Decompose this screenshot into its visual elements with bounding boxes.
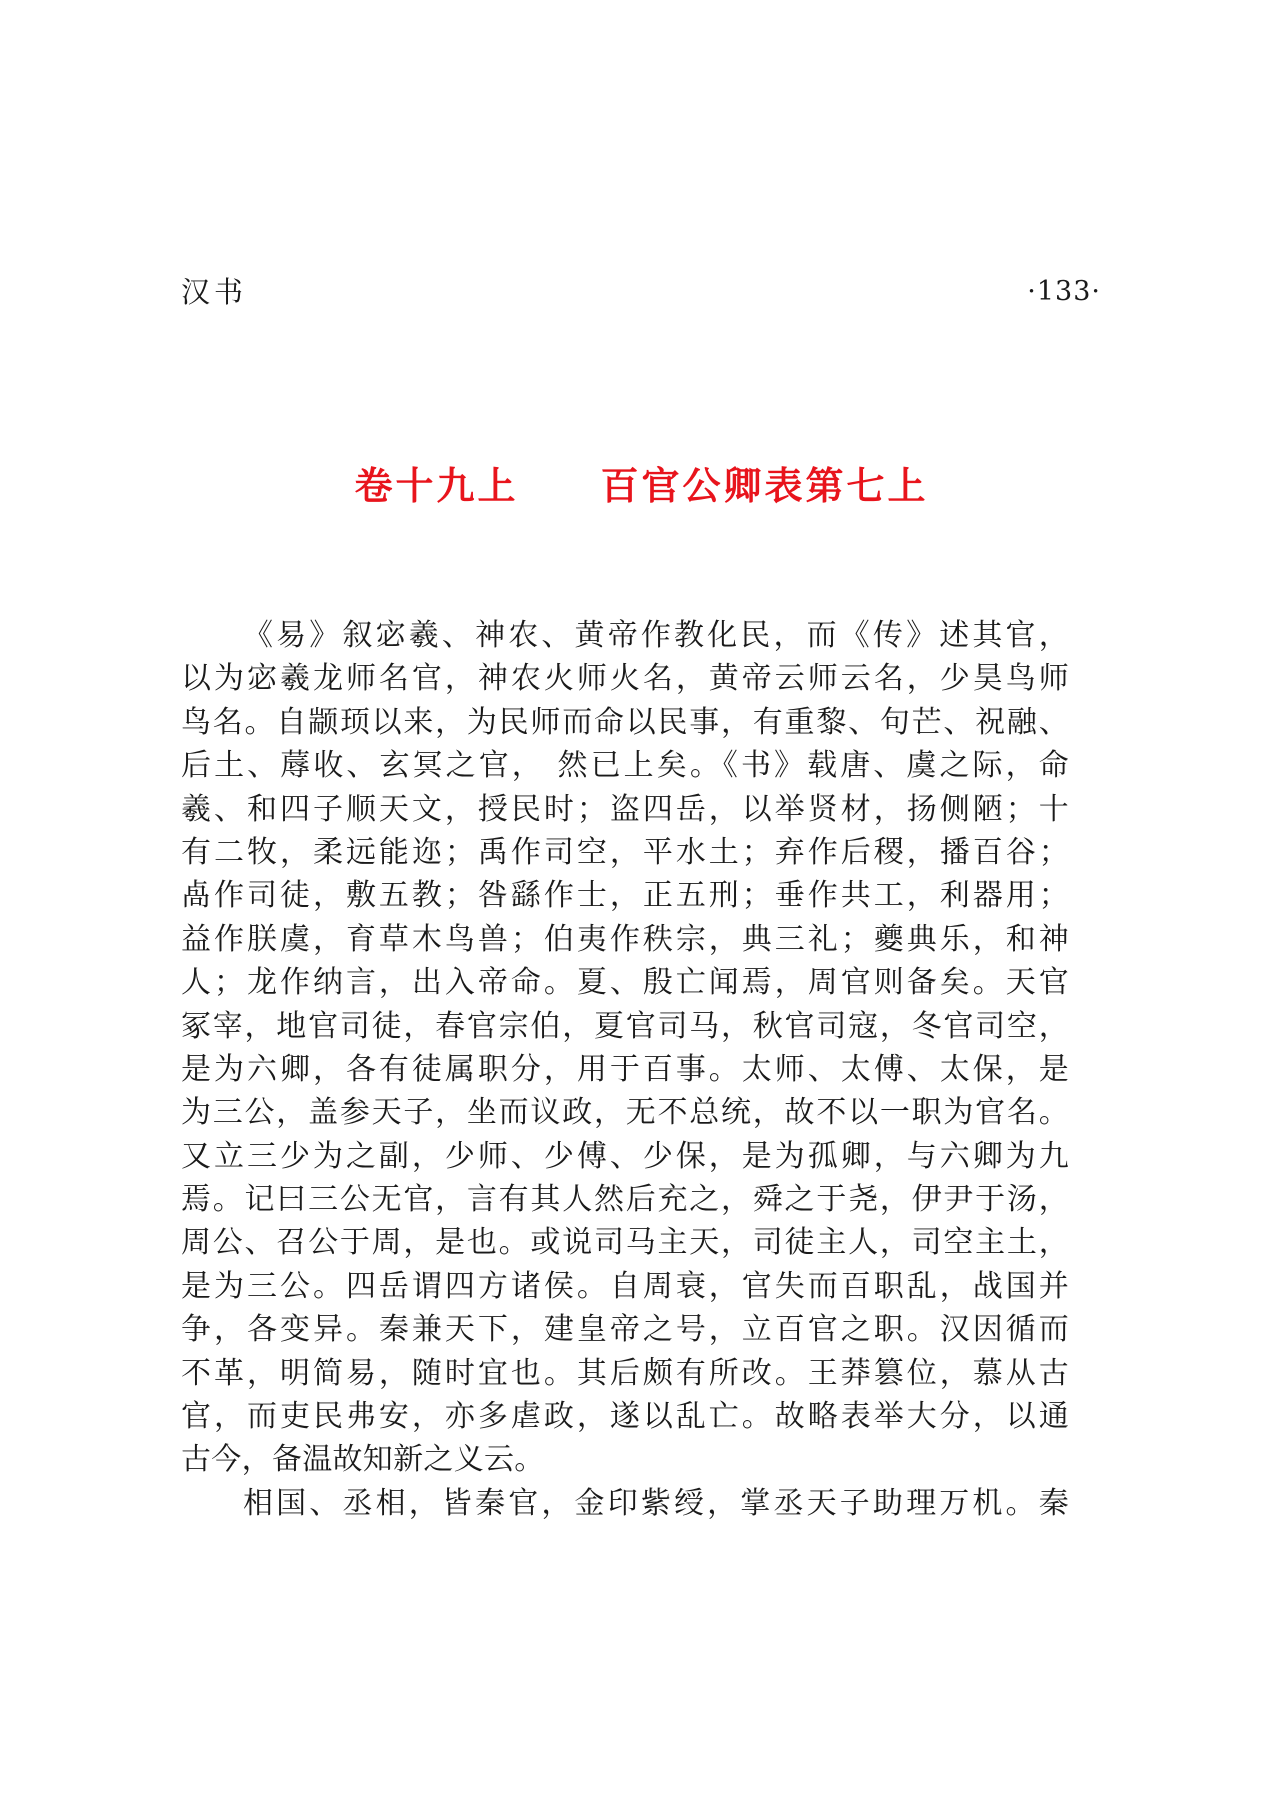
text-line: 《易》叙宓羲、神农、黄帝作教化民，而《传》述其官， (243, 618, 1069, 653)
chapter-heading (0, 458, 1283, 514)
page-number: ·133· (1027, 276, 1101, 307)
text-line: 周公、召公于周，是也。或说司马主天，司徒主人，司空主土， (181, 1225, 1069, 1261)
text-line: 官，而吏民弗安，亦多虐政，遂以乱亡。故略表举大分，以通 (181, 1399, 1069, 1435)
chapter-volume: 卷十九上 (354, 464, 519, 508)
running-header (181, 272, 1101, 312)
text-line: 不革，明简易，随时宜也。其后颇有所改。王莽篡位，慕从古 (181, 1355, 1069, 1391)
text-line: 人；龙作纳言，出入帝命。夏、殷亡闻焉，周官则备矣。天官 (181, 965, 1069, 1001)
text-line: 益作朕虞，育草木鸟兽；伯夷作秩宗，典三礼；夔典乐，和神 (181, 921, 1069, 957)
text-line: 争，各变异。秦兼天下，建皇帝之号，立百官之职。汉因循而 (181, 1312, 1069, 1348)
body-text (181, 614, 1069, 1525)
text-line: 是为三公。四岳谓四方诸侯。自周衰，官失而百职乱，战国并 (181, 1268, 1069, 1304)
text-line: 鸟名。自颛顼以来，为民师而命以民事，有重黎、句芒、祝融、 (181, 704, 1069, 740)
text-line: 相国、丞相，皆秦官，金印紫绶，掌丞天子助理万机。秦 (243, 1485, 1069, 1521)
text-line: 是为六卿，各有徒属职分，用于百事。太师、太傅、太保，是 (181, 1051, 1069, 1087)
chapter-title: 百官公卿表第七上 (600, 464, 929, 508)
text-line: 又立三少为之副，少师、少傅、少保，是为孤卿，与六卿为九 (181, 1138, 1069, 1174)
text-line: 后土、蓐收、玄冥之官， 然已上矣。《书》载唐、虞之际，命 (181, 748, 1069, 784)
text-line: 焉。记曰三公无官，言有其人然后充之，舜之于尧，伊尹于汤， (181, 1182, 1069, 1218)
text-line: 卨作司徒，敷五教；咎繇作士，正五刑；垂作共工，利器用； (181, 878, 1069, 914)
text-line: 以为宓羲龙师名官，神农火师火名，黄帝云师云名，少昊鸟师 (181, 661, 1069, 697)
text-line: 有二牧，柔远能迩；禹作司空，平水土；弃作后稷，播百谷； (181, 834, 1069, 870)
text-line: 为三公，盖参天子，坐而议政，无不总统，故不以一职为官名。 (181, 1095, 1069, 1131)
text-line: 古今，备温故知新之义云。 (181, 1442, 545, 1478)
text-line: 冢宰，地官司徒，春官宗伯，夏官司马，秋官司寇，冬官司空， (181, 1008, 1069, 1044)
book-title: 汉书 (181, 275, 248, 309)
text-line: 羲、和四子顺天文，授民时；盗四岳，以举贤材，扬侧陋；十 (181, 791, 1069, 827)
